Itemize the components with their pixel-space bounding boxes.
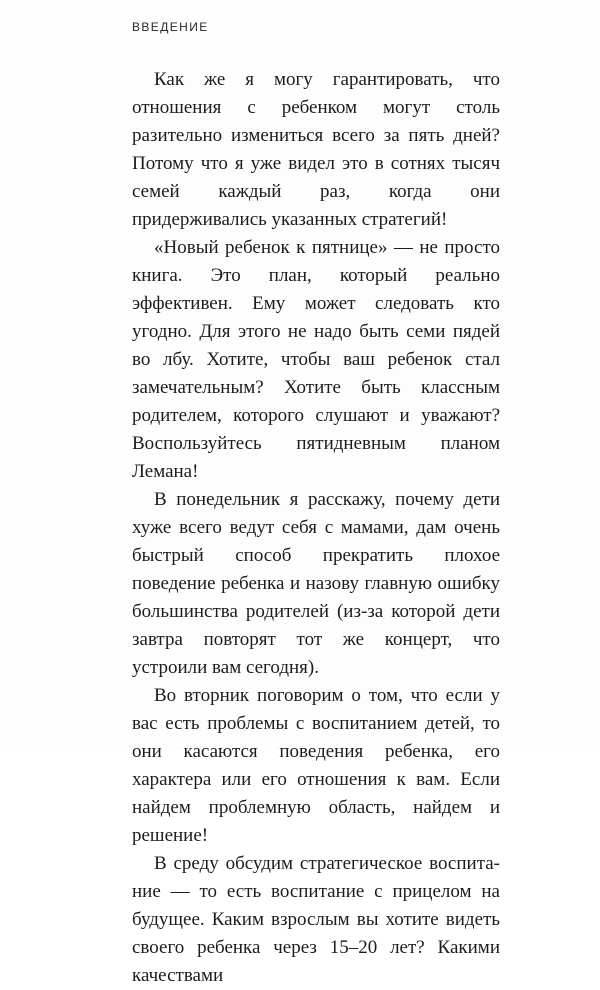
paragraph-2: «Новый ребенок к пятнице» — не просто книга. Это план, который реально эффективен. Ему может следовать кто угодно. Для этого не надо быть семи пядей во лбу. Хотите, чтобы ваш ребенок стал замечательным? Хотите быть классным родителем, которого слушают и уважают? Воспользуйтесь пятидневным планом Лемана!	[132, 237, 500, 482]
body-text	[132, 66, 500, 990]
paragraph-1: Как же я могу гарантировать, что отношения с ребенком могут столь разительно измениться всего за пять дней? Потому что я уже видел это в сотнях тысяч семей каждый раз, когда они придерживались указанных стратегий!	[132, 69, 500, 230]
running-head-section-title: ВВЕДЕНИЕ	[132, 20, 209, 34]
paragraph-3: В понедельник я расскажу, почему дети хуже всего ведут себя с мамами, дам очень быстрый способ прекратить плохое поведение ребенка и назову главную ошибку большинства родителей (из-за которой дети завтра повторят тот же концерт, что устроили вам сегодня).	[132, 489, 500, 678]
paragraph-4: Во вторник поговорим о том, что если у вас есть проблемы с воспитанием детей, то они касаются поведения ребенка, его характера или его отношения к вам. Если найдем проблемную область, найдем и решение!	[132, 685, 500, 846]
paragraph-5: В среду обсудим стратегическое воспитание — то есть воспитание с прицелом на будущее. Каким взрослым вы хотите видеть своего ребенка через 15–20 лет? Какими качествами	[132, 853, 500, 986]
